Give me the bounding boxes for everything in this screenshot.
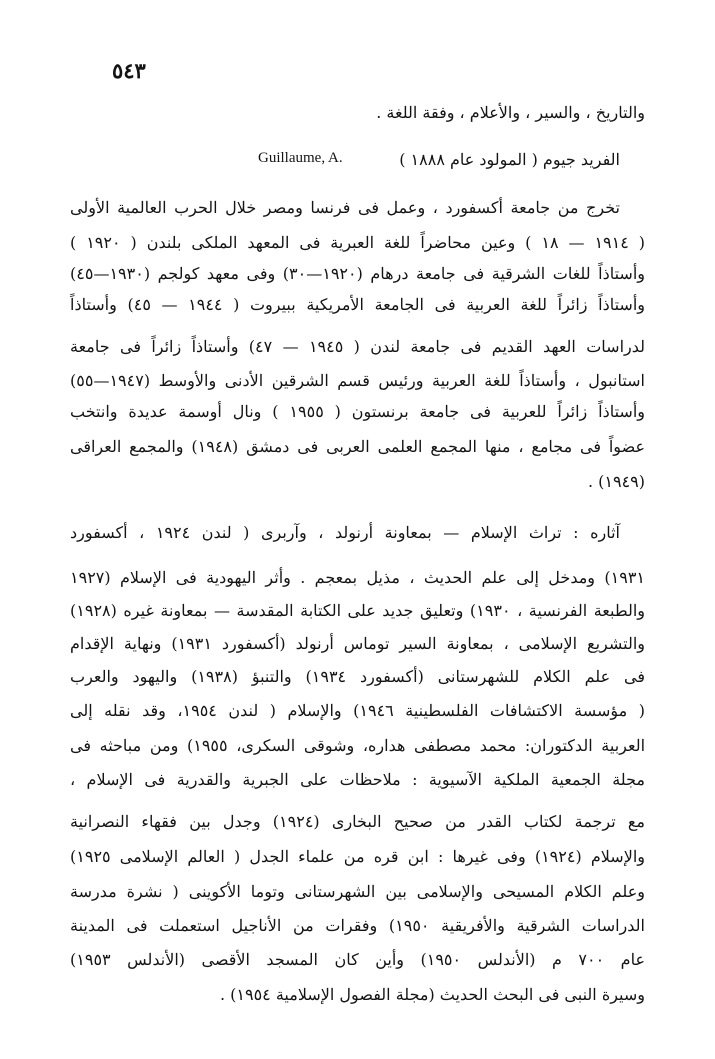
works-line: مع ترجمة لكتاب القدر من صحيح البخارى (١٩٢٤) وجدل بين فقهاء النصرانية [70, 812, 645, 831]
biography-line: عضواً فى مجامع ، منها المجمع العلمى العربى فى دمشق (١٩٤٨) والمجمع العراقى [70, 437, 645, 456]
works-line: آثاره : تراث الإسلام — بمعاونة أرنولد ، وآربرى ( لندن ١٩٢٤ ، أكسفورد [70, 523, 620, 542]
biography-line: استانبول ، وأستاذاً للغة العربية ورئيس قسم الشرقين الأدنى والأوسط (١٩٤٧—٥٥) [70, 371, 646, 390]
works-line: ( مؤسسة الاكتشافات الفلسطينية ١٩٤٦) والإسلام ( لندن ١٩٥٤، وقد نقله إلى [70, 701, 645, 720]
works-line: مجلة الجمعية الملكية الآسيوية : ملاحظات على الجبرية والقدرية فى الإسلام ، [70, 770, 645, 789]
works-line: الدراسات الشرقية والأفريقية ١٩٥٠) وفقرات من الأناجيل استعملت فى المدينة [70, 916, 645, 935]
biography-line: وأستاذاً للغات الشرقية فى جامعة درهام (١٩٢٠—٣٠) وفى معهد كولجم (١٩٣٠—٤٥) [70, 264, 645, 283]
entry-heading-latin: Guillaume, A. [258, 150, 343, 166]
biography-line: وأستاذاً زائراً للغة العربية فى الجامعة الأمريكية ببيروت ( ١٩٤٤ — ٤٥) وأستاذاً [70, 295, 645, 314]
biography-line: ( ١٩١٤ — ١٨ ) وعين محاضراً للغة العبرية فى المعهد الملكى بلندن ( ١٩٢٠ ) [70, 233, 645, 252]
biography-line: وأستاذاً زائراً للعربية فى جامعة برنستون ( ١٩٥٥ ) ونال أوسمة عديدة وانتخب [70, 402, 646, 421]
entry-heading-arabic: الفريد جيوم ( المولود عام ١٨٨٨ ) [399, 150, 620, 169]
page-number: ٥٤٣ [112, 58, 146, 83]
intro-line: والتاريخ ، والسير ، والأعلام ، وفقة اللغة . [376, 103, 645, 122]
works-line: ١٩٣١) ومدخل إلى علم الحديث ، مذيل بمعجم . وأثر اليهودية فى الإسلام (١٩٢٧ [70, 568, 645, 587]
works-line: عام ٧٠٠ م (الأندلس ١٩٥٠) وأين كان المسجد الأقصى (الأندلس ١٩٥٣) [70, 950, 645, 969]
biography-line: لدراسات العهد القديم فى جامعة لندن ( ١٩٤٥ — ٤٧) وأستاذاً زائراً فى جامعة [70, 337, 646, 356]
works-line: فى علم الكلام للشهرستانى (أكسفورد ١٩٣٤) والتنبؤ (١٩٣٨) واليهود والعرب [70, 667, 646, 686]
biography-line: (١٩٤٩) . [587, 472, 645, 491]
works-line: والإسلام (١٩٢٤) وفى غيرها : ابن قره من علماء الجدل ( العالم الإسلامى ١٩٢٥) [70, 847, 646, 866]
biography-line: تخرج من جامعة أكسفورد ، وعمل فى فرنسا ومصر خلال الحرب العالمية الأولى [70, 198, 620, 217]
works-line: والطبعة الفرنسية ، ١٩٣٠) وتعليق جديد على الكتابة المقدسة — بمعاونة غيره (١٩٢٨) [70, 601, 646, 620]
works-line: وسيرة النبى فى البحث الحديث (مجلة الفصول الإسلامية ١٩٥٤) . [219, 985, 645, 1004]
works-line: وعلم الكلام المسيحى والإسلامى بين الشهرستانى وتوما الأكوينى ( نشرة مدرسة [70, 882, 645, 901]
works-line: والتشريع الإسلامى ، بمعاونة السير توماس أرنولد (أكسفورد ١٩٣١) ونهاية الإقدام [70, 634, 645, 653]
works-line: العربية الدكتوران: محمد مصطفى هداره، وشوقى السكرى، ١٩٥٥) ومن مباحثه فى [70, 736, 646, 755]
